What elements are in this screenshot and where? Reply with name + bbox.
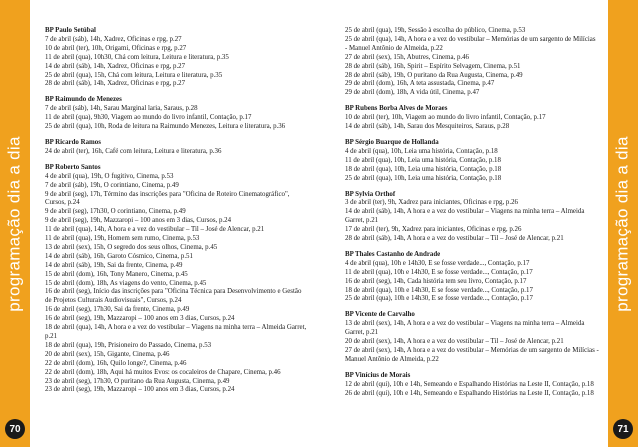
event-entry: 14 de abril (sáb), 16h, Garoto Cósmico, Cinema, p.51: [45, 252, 193, 260]
event-entry: 10 de abril (ter), 10h, Viagem ao mundo do livro infantil, Contação, p.17: [345, 114, 546, 122]
event-entry: 28 de abril (sáb), 14h, A hora e a vez do vestibular – Til – José de Alencar, p.21: [345, 235, 564, 243]
event-entry: 9 de abril (seg), 17h30, O corintiano, Cinema, p.49: [45, 208, 186, 216]
library-section: [345, 311, 599, 364]
event-entry: 7 de abril (sáb), 19h, O corintiano, Cinema, p.49: [45, 181, 179, 189]
event-entry: 9 de abril (seg), 17h, Término das inscrições para "Oficina de Roteiro Cinematográfico", Cursos, p.24: [45, 190, 290, 207]
event-entry: 25 de abril (qua), 10h, Roda de leitura na Raimundo Menezes, Leitura e literatura, p.36: [45, 123, 286, 131]
event-entry: 16 de abril (seg), 17h30, Sai da frente, Cinema, p.49: [45, 306, 190, 314]
event-entry: 4 de abril (qua), 19h, O fugitivo, Cinema, p.53: [45, 172, 174, 180]
page-number-right: 71: [613, 419, 633, 439]
event-entry: 25 de abril (qua), 10h e 14h30, E se fosse verdade..., Contação, p.17: [345, 295, 533, 303]
event-entry: 11 de abril (qua), 10h e 14h30, E se fosse verdade..., Contação, p.17: [345, 268, 533, 276]
library-name: BP Ricardo Ramos: [45, 138, 101, 146]
event-entry: 15 de abril (dom), 16h, Tony Manero, Cinema, p.45: [45, 270, 188, 278]
library-section: [345, 372, 599, 399]
library-name: BP Paulo Setúbal: [45, 27, 96, 34]
event-entry: 23 de abril (seg), 19h, Mazzaropi – 100 anos em 3 dias, Cursos, p.24: [45, 386, 235, 394]
event-entry: 16 de abril (seg), 14h, Cada história tem seu livro, Contação, p.17: [345, 277, 527, 285]
event-entry: 18 de abril (qua), 14h, A hora e a vez do vestibular – Viagens na minha terra – Almeida Garret, p.21: [45, 324, 307, 340]
library-section: [345, 27, 599, 98]
event-entry: 25 de abril (qua), 14h, A hora e a vez do vestibular – Memórias de um sargento de Milícias - Manuel Antônio de Almeida, p.22: [345, 35, 596, 52]
event-entry: 7 de abril (sáb), 14h, Xadrez, Oficinas e rpg, p.27: [45, 35, 182, 43]
library-section: [345, 191, 599, 244]
event-entry: 16 de abril (seg), Início das inscrições para "Oficina Técnica para Desenvolvimento e Gestão de Projetos Culturais Audiovisuais", Cursos, p.24: [45, 288, 302, 305]
event-entry: 14 de abril (sáb), 14h, Sarau dos Mesquiteiros, Saraus, p.28: [345, 123, 510, 131]
library-name: BP Rubens Borba Alves de Moraes: [345, 105, 448, 113]
event-entry: 26 de abril (qui), 10h e 14h, Semeando e Espalhando Histórias na Leste II, Contação, p.18: [345, 389, 594, 397]
event-entry: 16 de abril (seg), 19h, Mazzaropi – 100 anos em 3 dias, Cursos, p.24: [45, 315, 235, 323]
event-entry: 28 de abril (sáb), 19h, O puritano da Rua Augusta, Cinema, p.49: [345, 71, 523, 79]
left-column: [45, 27, 307, 402]
event-entry: 15 de abril (dom), 18h, As viagens do vento, Cinema, p.45: [45, 279, 207, 287]
event-entry: 29 de abril (dom), 16h, A teta assustada, Cinema, p.47: [345, 80, 495, 88]
page-number-left: 70: [5, 419, 25, 439]
library-name: BP Sérgio Buarque de Hollanda: [345, 138, 439, 146]
event-entry: 11 de abril (qua), 10h30, Chá com leitura, Leitura e literatura, p.35: [45, 53, 229, 61]
event-entry: 25 de abril (qua), 15h, Chá com leitura, Leitura e literatura, p.35: [45, 71, 223, 79]
event-entry: 18 de abril (qua), 19h, Prisioneiro do Passado, Cinema, p.53: [45, 341, 212, 349]
event-entry: 3 de abril (ter), 9h, Xadrez para iniciantes, Oficinas e rpg, p.26: [345, 199, 518, 207]
library-name: BP Raimundo de Menezes: [45, 96, 122, 104]
event-entry: 25 de abril (qua), 19h, Sessão à escolha do público, Cinema, p.53: [345, 27, 526, 34]
library-name: BP Vinícius de Morais: [345, 371, 411, 379]
event-entry: 14 de abril (sáb), 19h, Sai da frente, Cinema, p.49: [45, 261, 183, 269]
library-section: [45, 27, 307, 89]
library-section: [345, 139, 599, 184]
event-entry: 11 de abril (qua), 19h, Homem sem rumo, Cinema, p.53: [45, 235, 200, 243]
library-name: BP Sylvia Orthof: [345, 190, 396, 198]
event-entry: 14 de abril (sáb), 14h, Xadrez, Oficinas e rpg, p.27: [45, 62, 186, 70]
event-entry: 18 de abril (qua), 10h, Leia uma história, Contação, p.18: [345, 165, 502, 173]
right-side-label: programação dia a dia: [613, 135, 632, 312]
library-name: BP Roberto Santos: [45, 163, 101, 171]
library-name: BP Thales Castanho de Andrade: [345, 250, 441, 258]
event-entry: 10 de abril (ter), 10h, Origami, Oficinas e rpg, p.27: [45, 44, 187, 52]
event-entry: 13 de abril (sex), 14h, A hora e a vez do vestibular – Viagens na minha terra – Almeida Garret, p.21: [345, 320, 585, 337]
event-entry: 23 de abril (seg), 17h30, O puritano da Rua Augusta, Cinema, p.49: [45, 377, 230, 385]
event-entry: 11 de abril (qua), 10h, Leia uma história, Contação, p.18: [345, 156, 501, 164]
event-entry: 14 de abril (sáb), 14h, A hora e a vez do vestibular – Viagens na minha terra – Almeida Garret, p.21: [345, 208, 585, 225]
event-entry: 24 de abril (ter), 16h, Café com leitura, Leitura e literatura, p.36: [45, 147, 222, 155]
library-section: [45, 139, 307, 157]
event-entry: 13 de abril (sex), 15h, O segredo dos seus olhos, Cinema, p.45: [45, 243, 218, 251]
event-entry: 7 de abril (sáb), 14h, Sarau Marginal laria, Saraus, p.28: [45, 105, 198, 113]
event-entry: 27 de abril (sex), 15h, Abutres, Cinema, p.46: [345, 53, 470, 61]
event-entry: 4 de abril (qua), 10h, Leia uma história, Contação, p.18: [345, 147, 498, 155]
event-entry: 22 de abril (dom), 18h, Aqui há muitos Evos: os cocaleiros de Chapare, Cinema, p.46: [45, 368, 281, 376]
left-side-label: programação dia a dia: [5, 135, 24, 312]
event-entry: 27 de abril (sex), 14h, A hora e a vez do vestibular – Memórias de um sargento de Milícias - Manuel Antônio de Almeida, p.22: [345, 347, 599, 363]
event-entry: 25 de abril (qua), 10h, Leia uma história, Contação, p.18: [345, 174, 502, 182]
event-entry: 9 de abril (seg), 19h, Mazzaropi – 100 anos em 3 dias, Cursos, p.24: [45, 217, 232, 225]
right-column: [345, 27, 599, 406]
library-section: [345, 251, 599, 304]
event-entry: 4 de abril (qua), 10h e 14h30, E se fosse verdade..., Contação, p.17: [345, 259, 530, 267]
event-entry: 28 de abril (sáb), 16h, Spirit – Espírito Selvagem, Cinema, p.51: [345, 62, 521, 70]
event-entry: 11 de abril (qua), 14h, A hora e a vez do vestibular – Til – José de Alencar, p.21: [45, 226, 265, 234]
event-entry: 12 de abril (qui), 10h e 14h, Semeando e Espalhando Histórias na Leste II, Contação, p.18: [345, 380, 594, 388]
event-entry: 18 de abril (qua), 10h e 14h30, E se fosse verdade..., Contação, p.17: [345, 286, 533, 294]
event-entry: 17 de abril (ter), 9h, Xadrez para iniciantes, Oficinas e rpg, p.26: [345, 226, 522, 234]
event-entry: 29 de abril (dom), 18h, A vida útil, Cinema, p.47: [345, 89, 480, 97]
event-entry: 22 de abril (dom), 16h, Quilo longe?, Cinema, p.46: [45, 359, 187, 367]
event-entry: 28 de abril (sáb), 14h, Xadrez, Oficinas e rpg, p.27: [45, 80, 186, 88]
library-section: [45, 164, 307, 396]
event-entry: 11 de abril (qua), 9h30, Viagem ao mundo do livro infantil, Contação, p.17: [45, 114, 252, 122]
library-section: [345, 105, 599, 132]
event-entry: 20 de abril (sex), 15h, Gigante, Cinema, p.46: [45, 350, 170, 358]
event-entry: 20 de abril (sex), 14h, A hora e a vez do vestibular – Til – José de Alencar, p.21: [345, 338, 564, 346]
library-name: BP Vicente de Carvalho: [345, 311, 415, 319]
library-section: [45, 96, 307, 132]
